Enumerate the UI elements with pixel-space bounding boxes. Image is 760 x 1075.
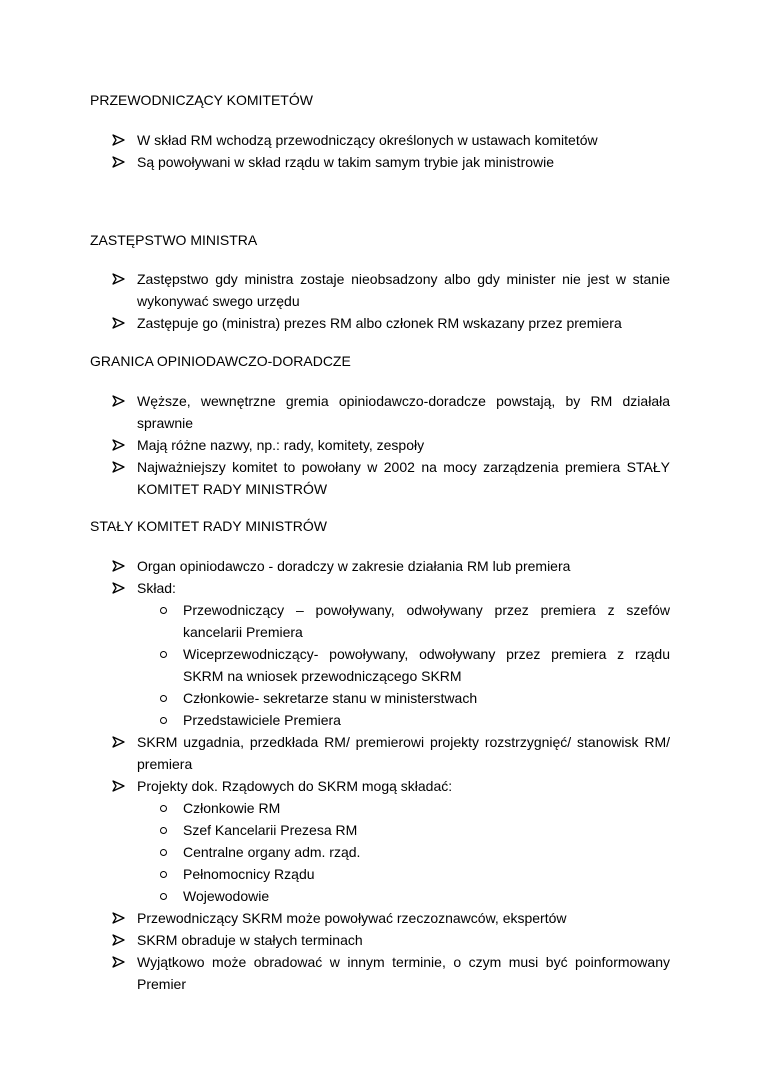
arrowhead-bullet-icon — [112, 912, 125, 924]
section-heading-staly-komitet-rady-ministrow: STAŁY KOMITET RADY MINISTRÓW — [90, 518, 327, 534]
section-heading-granica-opiniodawczo-doradcze: GRANICA OPINIODAWCZO-DORADCZE — [90, 353, 351, 369]
list-item — [0, 577, 760, 599]
list-item-text: Organ opiniodawczo - doradczy w zakresie działania RM lub premiera — [137, 558, 571, 574]
arrowhead-bullet-icon — [112, 461, 125, 473]
list-item — [0, 929, 760, 951]
arrowhead-bullet-icon — [112, 439, 125, 451]
list-item — [0, 907, 760, 929]
arrowhead-bullet-icon — [112, 956, 125, 968]
list-item-text: Zastępstwo gdy ministra zostaje nieobsadzony albo gdy minister nie jest w stanie wykonywać swego urzędu — [137, 271, 670, 309]
list-item-text: W skład RM wchodzą przewodniczący określonych w ustawach komitetów — [137, 132, 598, 148]
bullet-list — [0, 129, 760, 173]
circle-bullet-icon — [160, 607, 167, 614]
circle-bullet-icon — [160, 827, 167, 834]
list-item — [0, 775, 760, 797]
list-item-text: Wyjątkowo może obradować w innym terminie, o czym musi być poinformowany Premier — [137, 954, 670, 992]
list-item-text: Najważniejszy komitet to powołany w 2002 na mocy zarządzenia premiera STAŁY KOMITET RADY MINISTRÓW — [137, 459, 670, 497]
circle-bullet-icon — [160, 849, 167, 856]
sub-list-item-text: Przedstawiciele Premiera — [183, 712, 341, 728]
list-item — [0, 951, 760, 995]
sub-list-item — [0, 599, 760, 643]
list-item — [0, 731, 760, 775]
sub-list-item — [0, 709, 760, 731]
sub-list-item — [0, 885, 760, 907]
sub-list-item-text: Członkowie- sekretarze stanu w ministerstwach — [183, 690, 478, 706]
list-item — [0, 129, 760, 151]
list-item-text: Przewodniczący SKRM może powoływać rzeczoznawców, ekspertów — [137, 910, 567, 926]
sub-list-item — [0, 841, 760, 863]
list-item-text: SKRM obraduje w stałych terminach — [137, 932, 363, 948]
sub-list-item-text: Wiceprzewodniczący- powoływany, odwoływany przez premiera z rządu SKRM na wniosek przewodniczącego SKRM — [183, 646, 670, 684]
bullet-list — [0, 268, 760, 334]
list-item-text: Mają różne nazwy, np.: rady, komitety, zespoły — [137, 437, 425, 453]
list-item-text: Projekty dok. Rządowych do SKRM mogą składać: — [137, 778, 453, 794]
arrowhead-bullet-icon — [112, 134, 125, 146]
list-item — [0, 390, 760, 434]
circle-bullet-icon — [160, 695, 167, 702]
arrowhead-bullet-icon — [112, 395, 125, 407]
section-heading-zastepstwo-ministra: ZASTĘPSTWO MINISTRA — [90, 232, 258, 248]
list-item — [0, 555, 760, 577]
sub-list-item-text: Przewodniczący – powoływany, odwoływany przez premiera z szefów kancelarii Premiera — [183, 602, 670, 640]
list-item-text: Skład: — [137, 580, 176, 596]
arrowhead-bullet-icon — [112, 582, 125, 594]
sub-list-item-text: Wojewodowie — [183, 888, 270, 904]
list-item — [0, 456, 760, 500]
sub-list-item-text: Centralne organy adm. rząd. — [183, 844, 361, 860]
list-item-text: SKRM uzgadnia, przedkłada RM/ premierowi projekty rozstrzygnięć/ stanowisk RM/ premiera — [137, 734, 670, 772]
sub-list-item-text: Szef Kancelarii Prezesa RM — [183, 822, 358, 838]
arrowhead-bullet-icon — [112, 934, 125, 946]
list-item-text: Zastępuje go (ministra) prezes RM albo członek RM wskazany przez premiera — [137, 315, 622, 331]
sub-list-item — [0, 687, 760, 709]
sub-list-item — [0, 643, 760, 687]
circle-bullet-icon — [160, 651, 167, 658]
arrowhead-bullet-icon — [112, 317, 125, 329]
list-item — [0, 312, 760, 334]
sub-list-item-text: Członkowie RM — [183, 800, 281, 816]
sub-list-item-text: Pełnomocnicy Rządu — [183, 866, 315, 882]
list-item — [0, 151, 760, 173]
arrowhead-bullet-icon — [112, 560, 125, 572]
arrowhead-bullet-icon — [112, 156, 125, 168]
list-item-text: Są powoływani w skład rządu w takim samym trybie jak ministrowie — [137, 154, 555, 170]
sub-list-item — [0, 863, 760, 885]
bullet-list — [0, 390, 760, 500]
sub-list-item — [0, 819, 760, 841]
section-heading-przewodniczacy-komitetow: PRZEWODNICZĄCY KOMITETÓW — [90, 92, 313, 108]
list-item — [0, 268, 760, 312]
sub-list-item — [0, 797, 760, 819]
circle-bullet-icon — [160, 871, 167, 878]
arrowhead-bullet-icon — [112, 273, 125, 285]
arrowhead-bullet-icon — [112, 780, 125, 792]
arrowhead-bullet-icon — [112, 736, 125, 748]
list-item-text: Węższe, wewnętrzne gremia opiniodawczo-doradcze powstają, by RM działała sprawnie — [137, 393, 670, 431]
circle-bullet-icon — [160, 717, 167, 724]
list-item — [0, 434, 760, 456]
bullet-list — [0, 555, 760, 995]
circle-bullet-icon — [160, 805, 167, 812]
circle-bullet-icon — [160, 893, 167, 900]
